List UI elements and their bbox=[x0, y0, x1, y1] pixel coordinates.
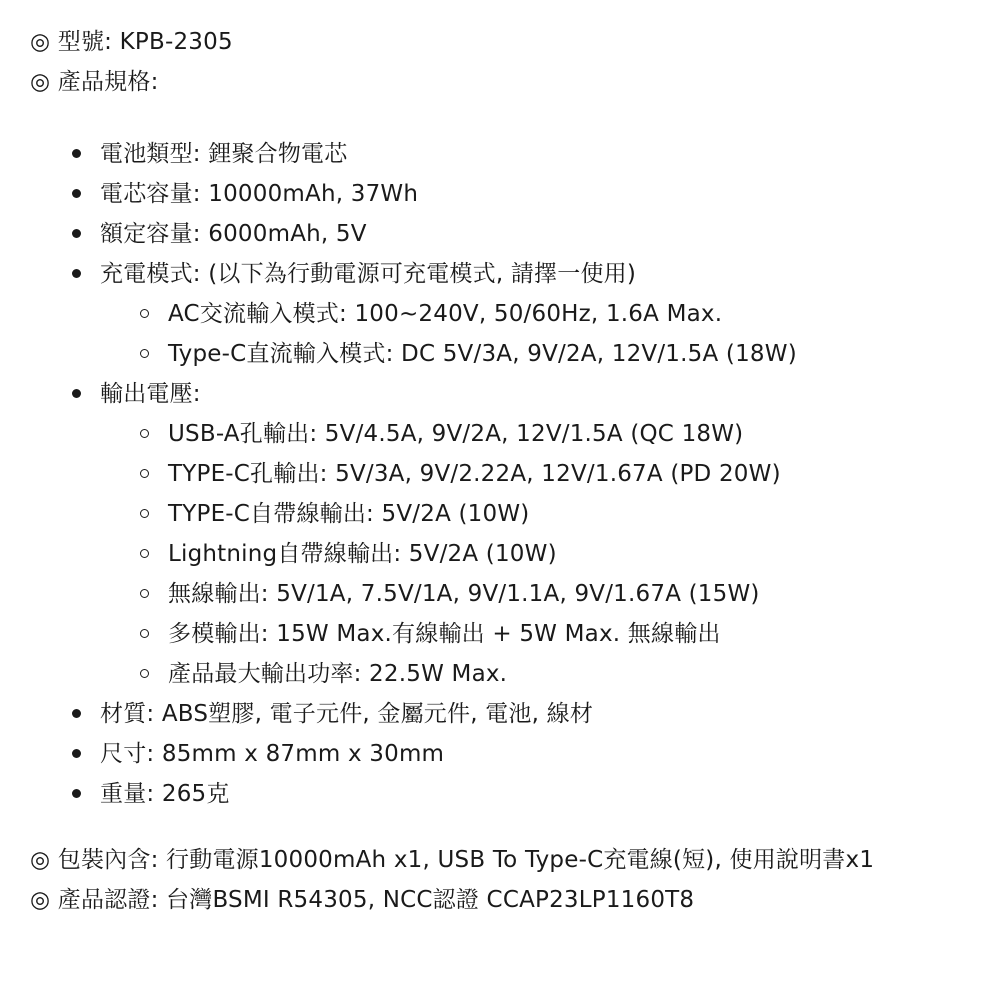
sub-list-item bbox=[100, 454, 980, 494]
list-item bbox=[30, 134, 980, 174]
list-item bbox=[30, 174, 980, 214]
circle-bullet-icon bbox=[140, 429, 149, 438]
sub-list bbox=[100, 294, 980, 374]
spec-list bbox=[30, 134, 980, 814]
sub-spec-text: 產品最大輸出功率: 22.5W Max. bbox=[168, 661, 508, 687]
spec-text: 電芯容量: 10000mAh, 37Wh bbox=[100, 181, 419, 207]
bullet-icon bbox=[72, 749, 81, 758]
list-item bbox=[30, 214, 980, 254]
spec-text: 充電模式: (以下為行動電源可充電模式, 請擇一使用) bbox=[100, 261, 637, 287]
bullet-icon bbox=[72, 709, 81, 718]
circle-bullet-icon bbox=[140, 509, 149, 518]
sub-list-item bbox=[100, 574, 980, 614]
spec-text: 輸出電壓: bbox=[100, 381, 201, 407]
circle-bullet-icon bbox=[140, 309, 149, 318]
sub-list-item bbox=[100, 494, 980, 534]
list-item bbox=[30, 374, 980, 694]
spec-text: 電池類型: 鋰聚合物電芯 bbox=[100, 141, 348, 167]
circle-bullet-icon bbox=[140, 469, 149, 478]
circle-bullet-icon bbox=[140, 349, 149, 358]
spec-heading: ◎ 產品規格: bbox=[30, 69, 159, 95]
spec-text: 材質: ABS塑膠, 電子元件, 金屬元件, 電池, 線材 bbox=[100, 701, 594, 727]
sub-list-item bbox=[100, 534, 980, 574]
sub-spec-text: USB-A孔輸出: 5V/4.5A, 9V/2A, 12V/1.5A (QC 18W) bbox=[168, 421, 744, 447]
list-item bbox=[30, 734, 980, 774]
spacer bbox=[30, 814, 980, 840]
spacer bbox=[30, 102, 980, 134]
spec-text: 重量: 265克 bbox=[100, 781, 230, 807]
sub-spec-text: Lightning自帶線輸出: 5V/2A (10W) bbox=[168, 541, 557, 567]
spec-text: 尺寸: 85mm x 87mm x 30mm bbox=[100, 741, 445, 767]
list-item bbox=[30, 694, 980, 734]
package-contents-line: ◎ 包裝內含: 行動電源10000mAh x1, USB To Type-C充電線(短), 使用說明書x1 bbox=[30, 847, 875, 873]
bullet-icon bbox=[72, 389, 81, 398]
sub-spec-text: Type-C直流輸入模式: DC 5V/3A, 9V/2A, 12V/1.5A (18W) bbox=[168, 341, 797, 367]
circle-bullet-icon bbox=[140, 629, 149, 638]
sub-spec-text: AC交流輸入模式: 100~240V, 50/60Hz, 1.6A Max. bbox=[168, 301, 723, 327]
spec-document bbox=[30, 22, 980, 920]
bullet-icon bbox=[72, 789, 81, 798]
bullet-icon bbox=[72, 269, 81, 278]
sub-list-item bbox=[100, 654, 980, 694]
spec-text: 額定容量: 6000mAh, 5V bbox=[100, 221, 367, 247]
circle-bullet-icon bbox=[140, 669, 149, 678]
circle-bullet-icon bbox=[140, 549, 149, 558]
sub-list-item bbox=[100, 414, 980, 454]
sub-list-item bbox=[100, 334, 980, 374]
sub-spec-text: TYPE-C孔輸出: 5V/3A, 9V/2.22A, 12V/1.67A (PD 20W) bbox=[168, 461, 781, 487]
sub-spec-text: 多模輸出: 15W Max.有線輸出 + 5W Max. 無線輸出 bbox=[168, 621, 721, 647]
sub-list-item bbox=[100, 614, 980, 654]
certification-line: ◎ 產品認證: 台灣BSMI R54305, NCC認證 CCAP23LP1160T8 bbox=[30, 887, 695, 913]
sub-spec-text: TYPE-C自帶線輸出: 5V/2A (10W) bbox=[168, 501, 530, 527]
list-item bbox=[30, 774, 980, 814]
sub-list bbox=[100, 414, 980, 694]
bullet-icon bbox=[72, 189, 81, 198]
bullet-icon bbox=[72, 229, 81, 238]
circle-bullet-icon bbox=[140, 589, 149, 598]
sub-list-item bbox=[100, 294, 980, 334]
sub-spec-text: 無線輸出: 5V/1A, 7.5V/1A, 9V/1.1A, 9V/1.67A (15W) bbox=[168, 581, 760, 607]
bullet-icon bbox=[72, 149, 81, 158]
list-item bbox=[30, 254, 980, 374]
model-line: ◎ 型號: KPB-2305 bbox=[30, 29, 233, 55]
